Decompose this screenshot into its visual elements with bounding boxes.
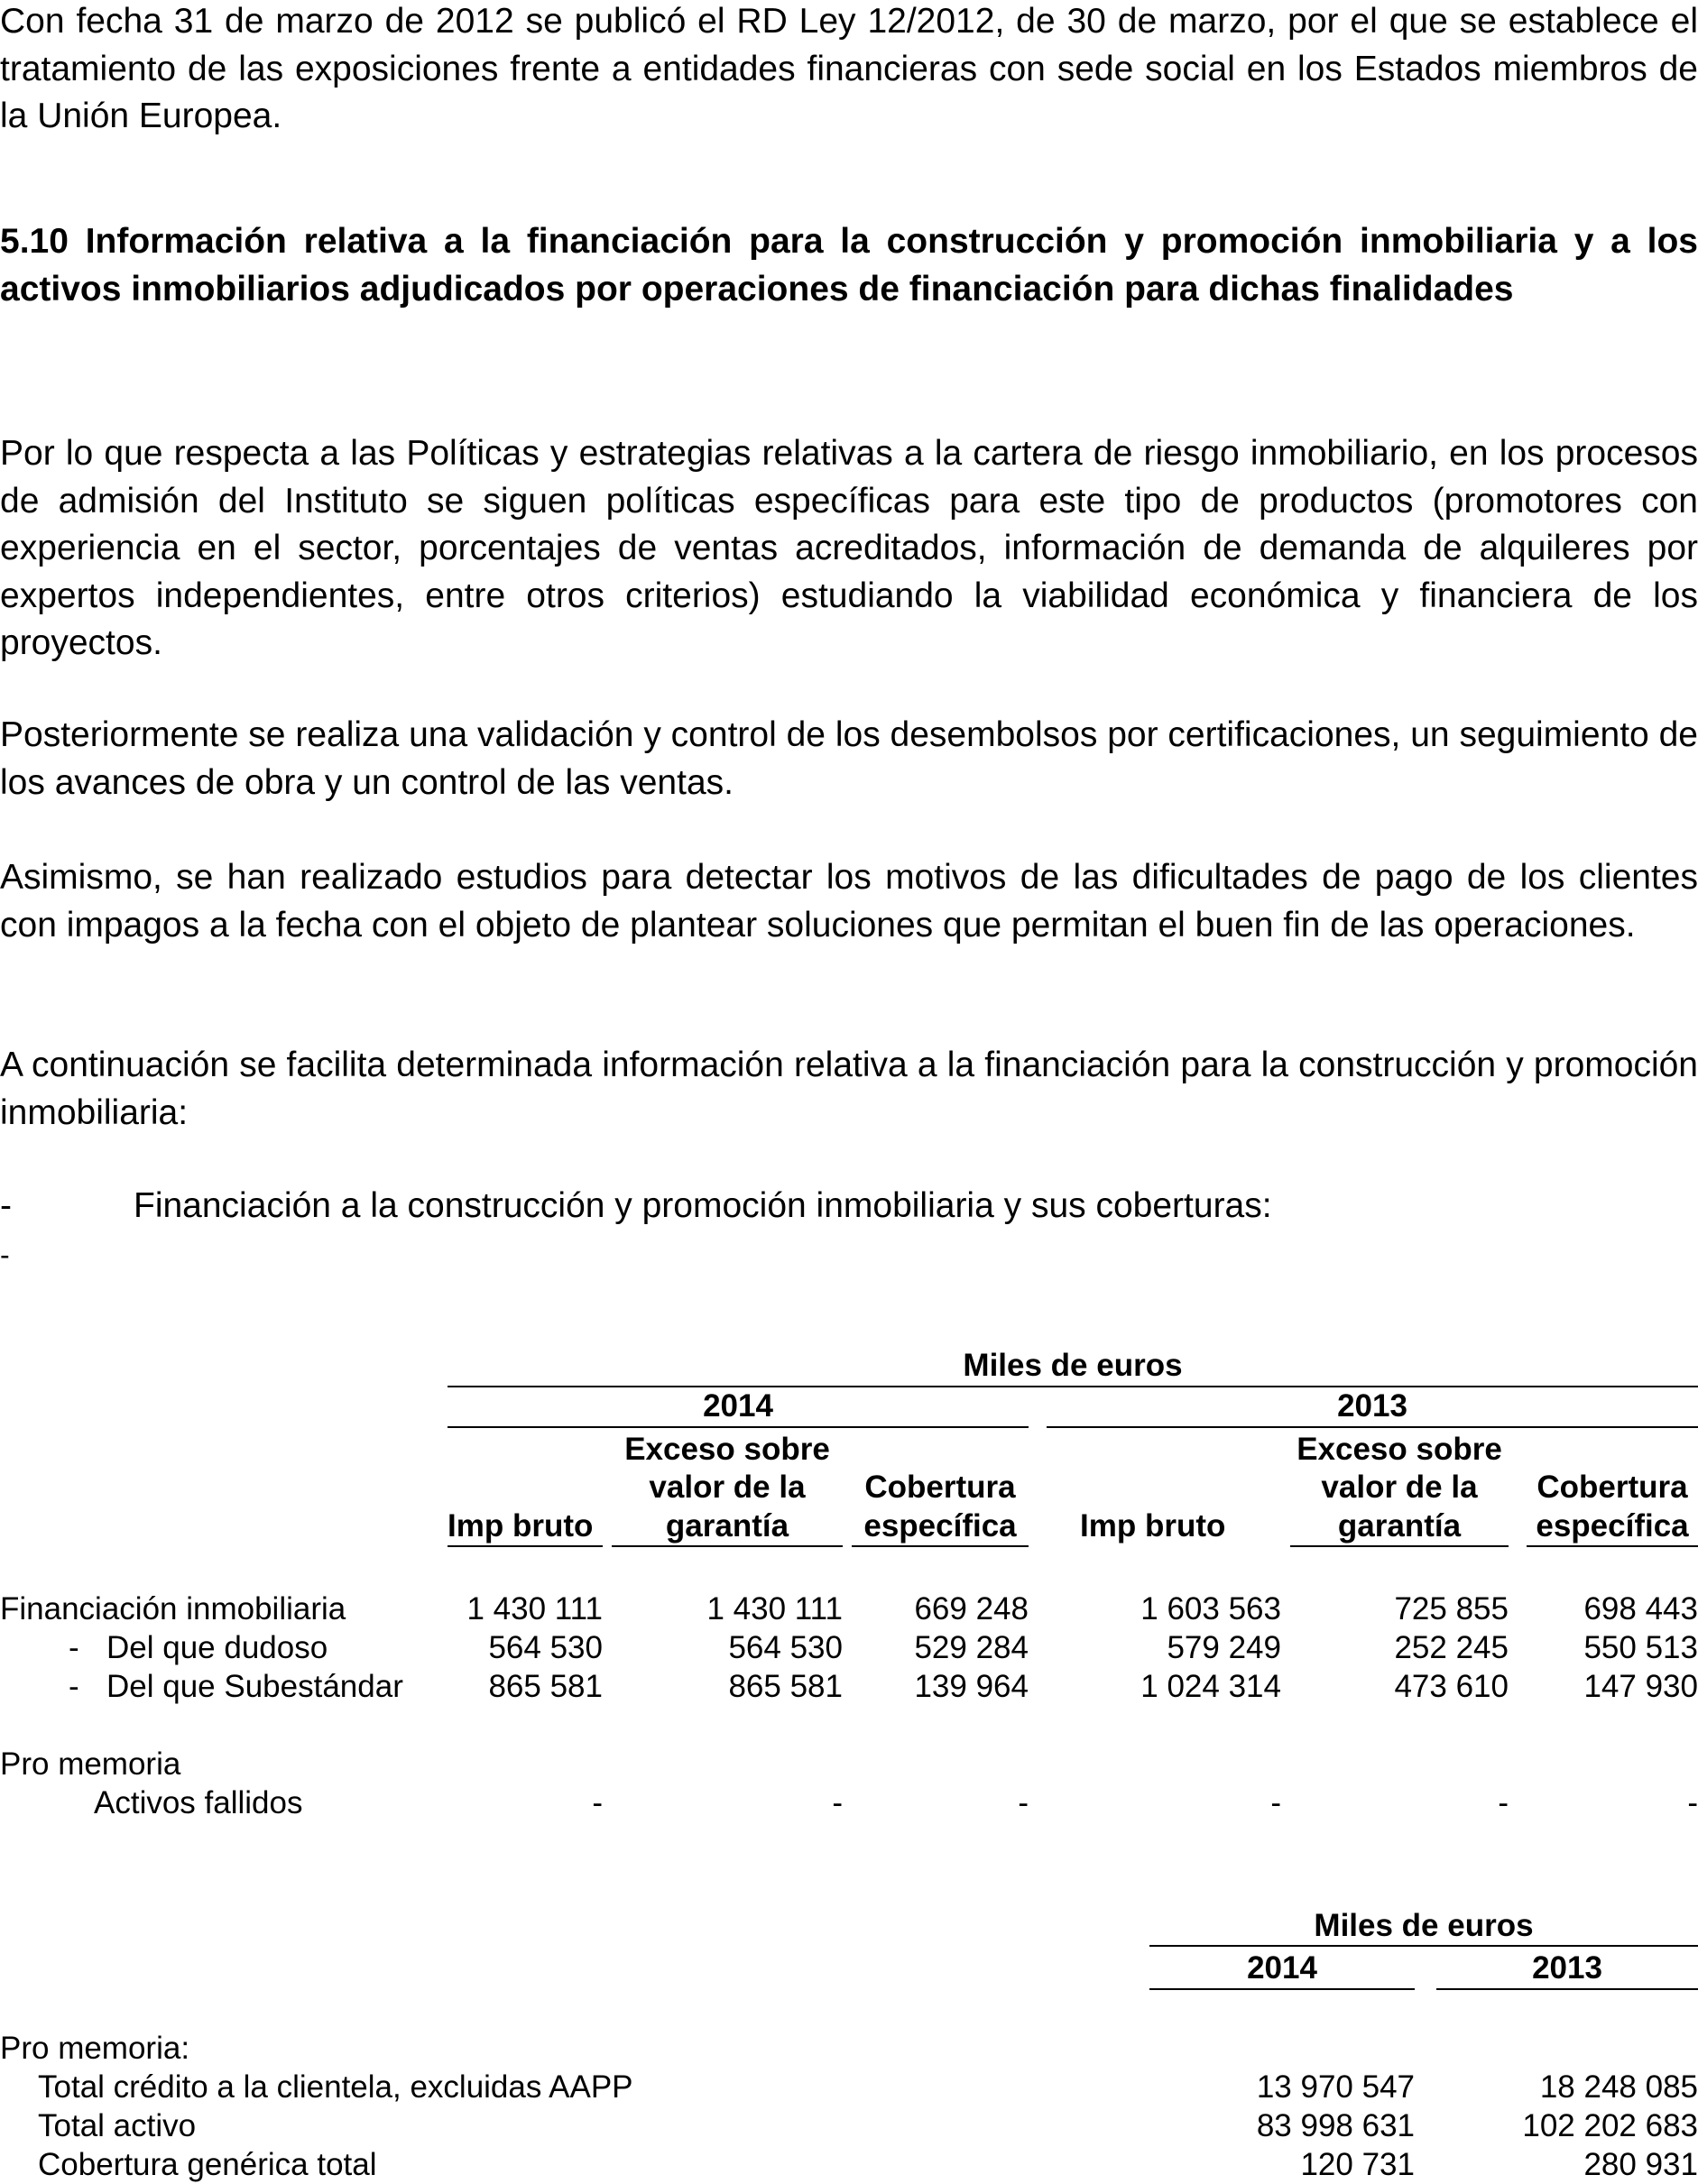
col-cobertura-l2-2014: específica [863, 1508, 1017, 1544]
cell-cobertura-2014: - [1018, 1785, 1029, 1820]
cell-cobertura-2013: 698 443 [1583, 1591, 1698, 1626]
cell-2014: 120 731 [1300, 2147, 1415, 2182]
row-prefix: - [69, 1630, 79, 1665]
studies-paragraph: Asimismo, se han realizado estudios para detectar los motivos de las dificultades de pago de los clientes con impagos a la fecha con el objeto de plantear soluciones que permitan el buen fin de las operaciones. [0, 858, 1698, 945]
cell-2014: 83 998 631 [1256, 2108, 1415, 2143]
col-imp-bruto-2014: Imp bruto [448, 1508, 594, 1544]
memo-label: Pro memoria [0, 1746, 181, 1782]
row-label: Del que dudoso [106, 1630, 328, 1665]
cell-imp-2014: 1 430 111 [466, 1591, 603, 1626]
table1-year-rule-2013 [1047, 1426, 1698, 1428]
cell-exceso-2013: 252 245 [1394, 1630, 1509, 1665]
cell-cobertura-2013: 147 930 [1583, 1669, 1698, 1704]
table2-year-2014: 2014 [1247, 1950, 1317, 1986]
col-exceso-l2-2013: valor de la [1321, 1470, 1478, 1505]
cell-imp-2014: 564 530 [488, 1630, 603, 1665]
cell-exceso-2014: 865 581 [728, 1669, 843, 1704]
table2-unit-rule [1149, 1945, 1698, 1947]
table1-unit-header: Miles de euros [963, 1348, 1183, 1383]
col-rule-imp-2014 [448, 1545, 603, 1547]
cell-imp-2014: - [592, 1785, 603, 1820]
col-rule-exceso-2013 [1290, 1545, 1509, 1547]
stray-dash: - [0, 1239, 10, 1271]
row-label: Total crédito a la clientela, excluidas AAPP [38, 2069, 633, 2105]
table2-year-rule-2013 [1436, 1988, 1698, 1990]
policies-paragraph: Por lo que respecta a las Políticas y estrategias relativas a la cartera de riesgo inmobiliario, en los procesos de admisión del Instituto se siguen políticas específicas para este tipo de productos (promotores con experiencia en el sector, porcentajes de ventas acreditados, información de demanda de alquileres por expertos independientes, entre otros criterios) estudiando la viabilidad económica y financiera de los proyectos. [0, 434, 1698, 662]
cell-imp-2013: 1 024 314 [1140, 1669, 1281, 1704]
col-rule-exceso-2014 [612, 1545, 843, 1547]
row-label: Activos fallidos [94, 1785, 303, 1820]
col-rule-cobertura-2014 [852, 1545, 1029, 1547]
col-rule-cobertura-2013 [1527, 1545, 1698, 1547]
col-exceso-l2-2014: valor de la [649, 1470, 806, 1505]
col-exceso-l3-2013: garantía [1337, 1508, 1462, 1544]
cell-cobertura-2013: - [1687, 1785, 1698, 1820]
table2-year-2013: 2013 [1532, 1950, 1602, 1986]
col-cobertura-l1-2014: Cobertura [864, 1470, 1016, 1505]
cell-imp-2014: 865 581 [488, 1669, 603, 1704]
col-exceso-l1-2014: Exceso sobre [624, 1432, 830, 1467]
cell-imp-2013: 1 603 563 [1140, 1591, 1281, 1626]
col-exceso-l3-2014: garantía [665, 1508, 789, 1544]
table2-memo-label: Pro memoria: [0, 2031, 190, 2066]
row-label: Cobertura genérica total [38, 2147, 377, 2182]
cell-imp-2013: - [1270, 1785, 1281, 1820]
validation-paragraph: Posteriormente se realiza una validación y control de los desembolsos por certificaciones, un seguimiento de los avances de obra y un control de las ventas. [0, 715, 1698, 802]
row-label: Total activo [38, 2108, 197, 2143]
cell-2014: 13 970 547 [1256, 2069, 1415, 2105]
bullet-text: Financiación a la construcción y promoción inmobiliaria y sus coberturas: [134, 1186, 1272, 1225]
cell-exceso-2013: - [1498, 1785, 1509, 1820]
row-prefix: - [69, 1669, 79, 1704]
cell-2013: 102 202 683 [1522, 2108, 1698, 2143]
cell-cobertura-2013: 550 513 [1583, 1630, 1698, 1665]
cell-exceso-2014: 1 430 111 [706, 1591, 843, 1626]
cell-exceso-2014: 564 530 [728, 1630, 843, 1665]
cell-2013: 280 931 [1583, 2147, 1698, 2182]
info-paragraph: A continuación se facilita determinada información relativa a la financiación para la construcción y promoción inmobiliaria: [0, 1046, 1698, 1132]
col-cobertura-l2-2013: específica [1536, 1508, 1689, 1544]
cell-2013: 18 248 085 [1539, 2069, 1698, 2105]
cell-exceso-2013: 725 855 [1394, 1591, 1509, 1626]
section-heading: 5.10 Información relativa a la financiación para la construcción y promoción inmobiliaria y a los activos inmobiliarios adjudicados por operaciones de financiación para dichas finalidades [0, 222, 1698, 309]
intro-paragraph: Con fecha 31 de marzo de 2012 se publicó el RD Ley 12/2012, de 30 de marzo, por el que se establece el tratamiento de las exposiciones frente a entidades financieras con sede social en los Estados miembros de la Unión Europea. [0, 2, 1698, 135]
cell-exceso-2013: 473 610 [1394, 1669, 1509, 1704]
table2-year-rule-2014 [1149, 1988, 1415, 1990]
col-cobertura-l1-2013: Cobertura [1537, 1470, 1688, 1505]
table1-year-2014: 2014 [703, 1388, 773, 1424]
row-label: Financiación inmobiliaria [0, 1591, 346, 1626]
cell-cobertura-2014: 139 964 [914, 1669, 1029, 1704]
cell-imp-2013: 579 249 [1167, 1630, 1281, 1665]
table1-year-2013: 2013 [1337, 1388, 1407, 1424]
row-label: Del que Subestándar [106, 1669, 403, 1704]
col-exceso-l1-2013: Exceso sobre [1297, 1432, 1502, 1467]
bullet-dash: - [0, 1186, 12, 1225]
cell-cobertura-2014: 529 284 [914, 1630, 1029, 1665]
table2-unit-header: Miles de euros [1314, 1908, 1534, 1943]
table1-year-rule-2014 [448, 1426, 1029, 1428]
cell-exceso-2014: - [832, 1785, 843, 1820]
cell-cobertura-2014: 669 248 [914, 1591, 1029, 1626]
col-imp-bruto-2013: Imp bruto [1080, 1508, 1226, 1544]
